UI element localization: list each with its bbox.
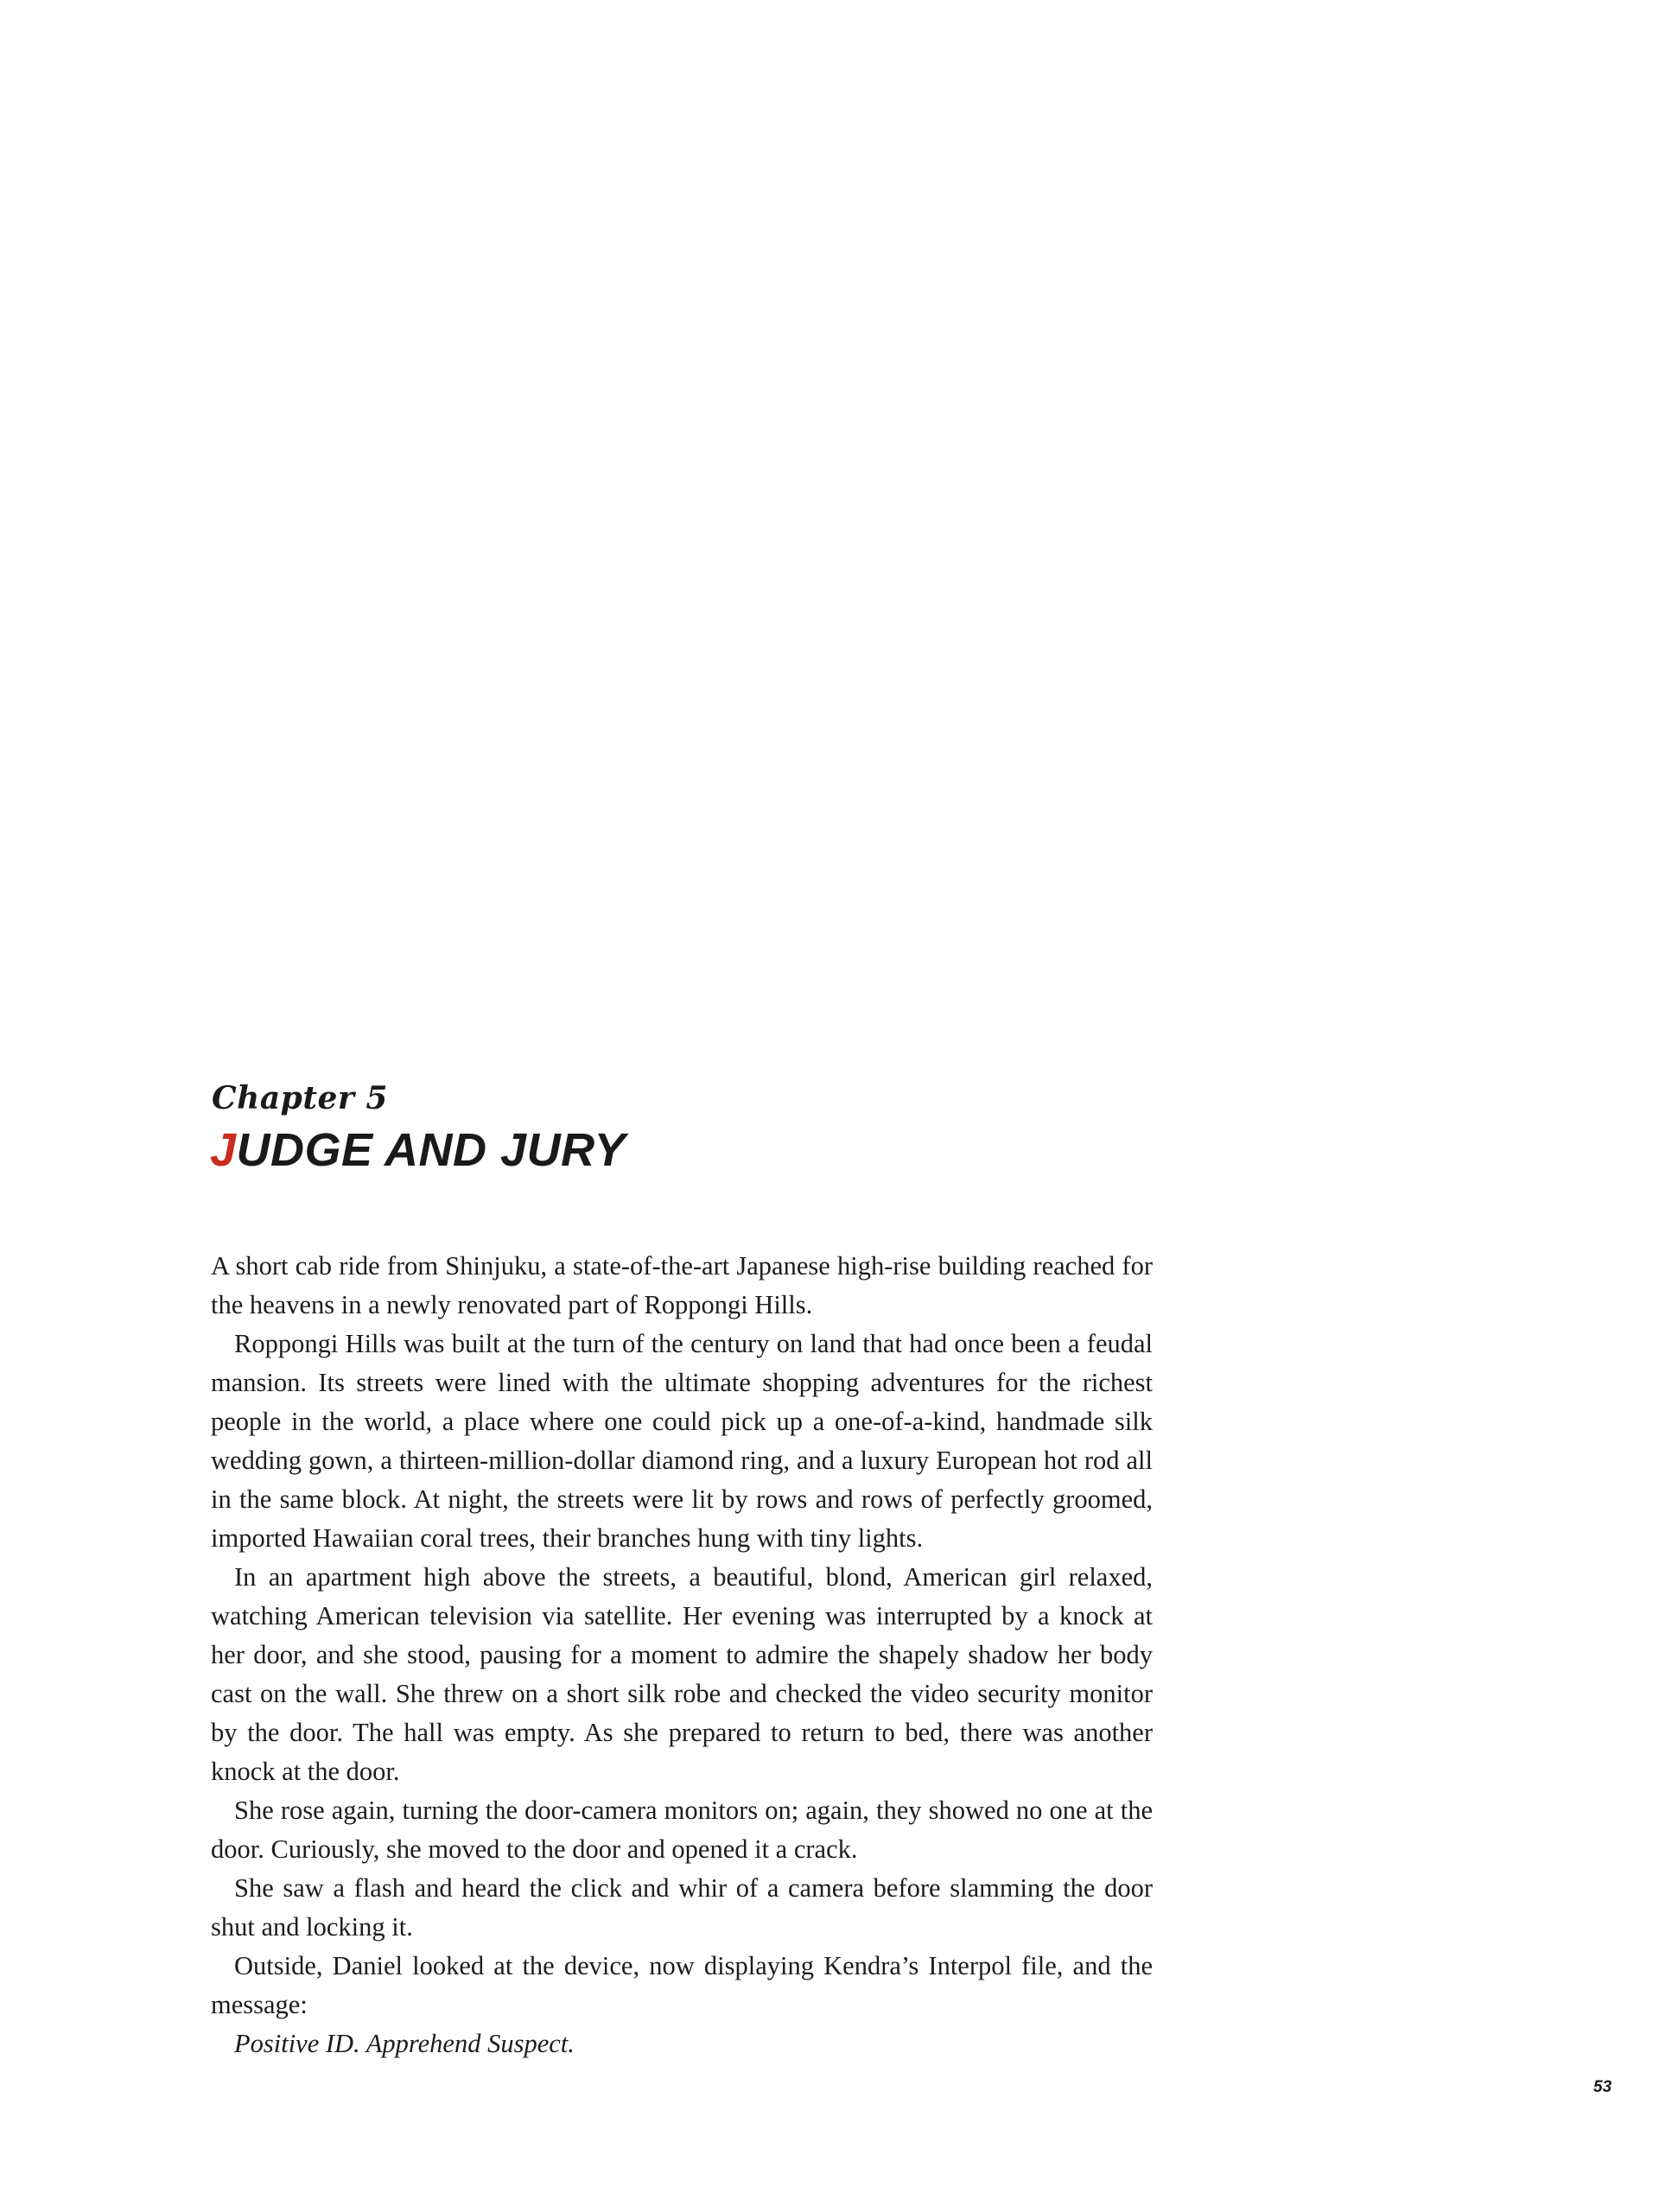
chapter-body bbox=[211, 1247, 1153, 2063]
chapter-title-initial: J bbox=[210, 1124, 237, 1176]
paragraph-2: Roppongi Hills was built at the turn of the century on land that had once been a feudal mansion. Its streets were lined with the ultimate shopping adventures for the richest people in the world, a place where one could pick up a one-of-a-kind, handmade silk wedding gown, a thirteen-million-dollar diamond ring, and a luxury European hot rod all in the same block. At night, the streets were lit by rows and rows of perfectly groomed, imported Hawaiian coral trees, their branches hung with tiny lights. bbox=[211, 1329, 1153, 1553]
chapter-title-rest: UDGE AND JURY bbox=[236, 1124, 626, 1176]
paragraph-1: A short cab ride from Shinjuku, a state-of-the-art Japanese high-rise building reached for the heavens in a newly renovated part of Roppongi Hills. bbox=[211, 1251, 1153, 1319]
paragraph-6: Outside, Daniel looked at the device, now displaying Kendra’s Interpol file, and the message: bbox=[211, 1951, 1153, 2019]
page-number: 53 bbox=[1593, 2078, 1612, 2096]
chapter-label: Chapter 5 bbox=[212, 1080, 388, 1116]
paragraph-5: She saw a flash and heard the click and whir of a camera before slamming the door shut and locking it. bbox=[211, 1873, 1153, 1942]
paragraph-4: She rose again, turning the door-camera monitors on; again, they showed no one at the door. Curiously, she moved to the door and opened it a crack. bbox=[211, 1796, 1153, 1864]
device-message: Positive ID. Apprehend Suspect. bbox=[234, 2029, 575, 2058]
paragraph-3: In an apartment high above the streets, a beautiful, blond, American girl relaxed, watching American television via satellite. Her evening was interrupted by a knock at her door, and she stood, pausing for a moment to admire the shapely shadow her body cast on the wall. She threw on a short silk robe and checked the video security monitor by the door. The hall was empty. As she prepared to return to bed, there was another knock at the door. bbox=[211, 1562, 1153, 1786]
chapter-title bbox=[210, 1123, 626, 1177]
